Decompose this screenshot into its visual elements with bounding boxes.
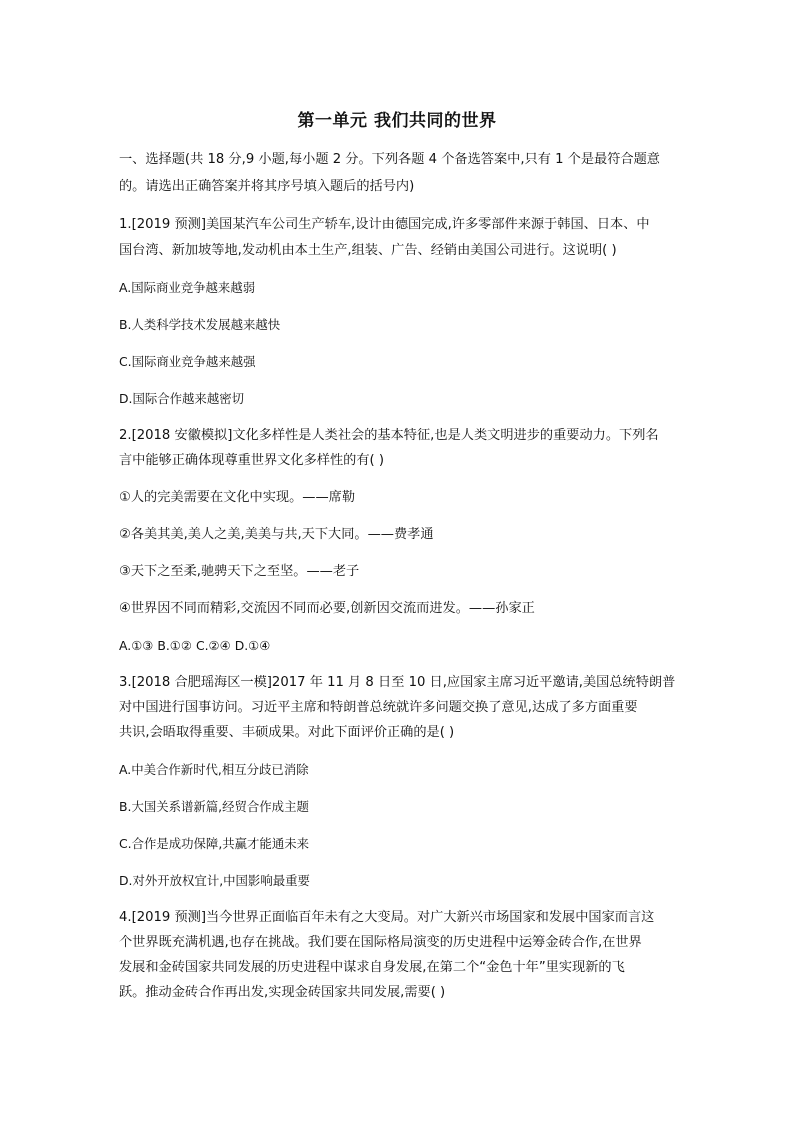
page-title: 第一单元 我们共同的世界 — [297, 111, 497, 131]
question-2-item-2: ②各美其美,美人之美,美美与共,天下大同。——费孝通 — [119, 527, 434, 542]
question-2-item-1: ①人的完美需要在文化中实现。——席勒 — [119, 490, 356, 505]
question-1-option-c: C.国际商业竞争越来越强 — [119, 354, 256, 369]
question-1-option-d: D.国际合作越来越密切 — [119, 391, 244, 406]
question-2-line-1: 2.[2018 安徽模拟]文化多样性是人类社会的基本特征,也是人类文明进步的重要动力。下列名 — [119, 428, 659, 443]
question-3-option-b: B.大国关系谱新篇,经贸合作成主题 — [119, 799, 309, 814]
question-2-item-4: ④世界因不同而精彩,交流因不同而必要,创新因交流而进发。——孙家正 — [119, 601, 535, 616]
question-4-line-2: 个世界既充满机遇,也存在挑战。我们要在国际格局演变的历史进程中运筹金砖合作,在世界 — [119, 935, 642, 950]
section-instruction-line-1: 一、选择题(共 18 分,9 小题,每小题 2 分。下列各题 4 个备选答案中,只有 1 个是最符合题意 — [119, 152, 660, 167]
question-1-line-1: 1.[2019 预测]美国某汽车公司生产轿车,设计由德国完成,许多零部件来源于韩国、日本、中 — [119, 217, 650, 232]
question-3-line-1: 3.[2018 合肥瑶海区一模]2017 年 11 月 8 日至 10 日,应国家主席习近平邀请,美国总统特朗普 — [119, 675, 676, 690]
question-1-line-2: 国台湾、新加坡等地,发动机由本土生产,组装、广告、经销由美国公司进行。这说明( ) — [119, 243, 617, 258]
question-4-line-3: 发展和金砖国家共同发展的历史进程中谋求自身发展,在第二个“金色十年”里实现新的飞 — [119, 960, 625, 975]
question-2-line-2: 言中能够正确体现尊重世界文化多样性的有( ) — [119, 453, 385, 468]
question-1-option-b: B.人类科学技术发展越来越快 — [119, 317, 281, 332]
question-4-line-4: 跃。推动金砖合作再出发,实现金砖国家共同发展,需要( ) — [119, 985, 446, 1000]
question-3-option-d: D.对外开放权宜计,中国影响最重要 — [119, 873, 310, 888]
question-2-item-3: ③天下之至柔,驰骋天下之至坚。——老子 — [119, 564, 360, 579]
section-instruction-line-2: 的。请选出正确答案并将其序号填入题后的括号内) — [119, 179, 415, 194]
question-2-options: A.①③ B.①② C.②④ D.①④ — [119, 638, 271, 653]
question-3-option-a: A.中美合作新时代,相互分歧已消除 — [119, 762, 309, 777]
question-3-line-2: 对中国进行国事访问。习近平主席和特朗普总统就许多问题交换了意见,达成了多方面重要 — [119, 700, 638, 715]
question-1-option-a: A.国际商业竞争越来越弱 — [119, 280, 256, 295]
question-4-line-1: 4.[2019 预测]当今世界正面临百年未有之大变局。对广大新兴市场国家和发展中国家而言这 — [119, 910, 655, 925]
question-3-line-3: 共识,会晤取得重要、丰硕成果。对此下面评价正确的是( ) — [119, 725, 455, 740]
question-3-option-c: C.合作是成功保障,共赢才能通未来 — [119, 836, 309, 851]
